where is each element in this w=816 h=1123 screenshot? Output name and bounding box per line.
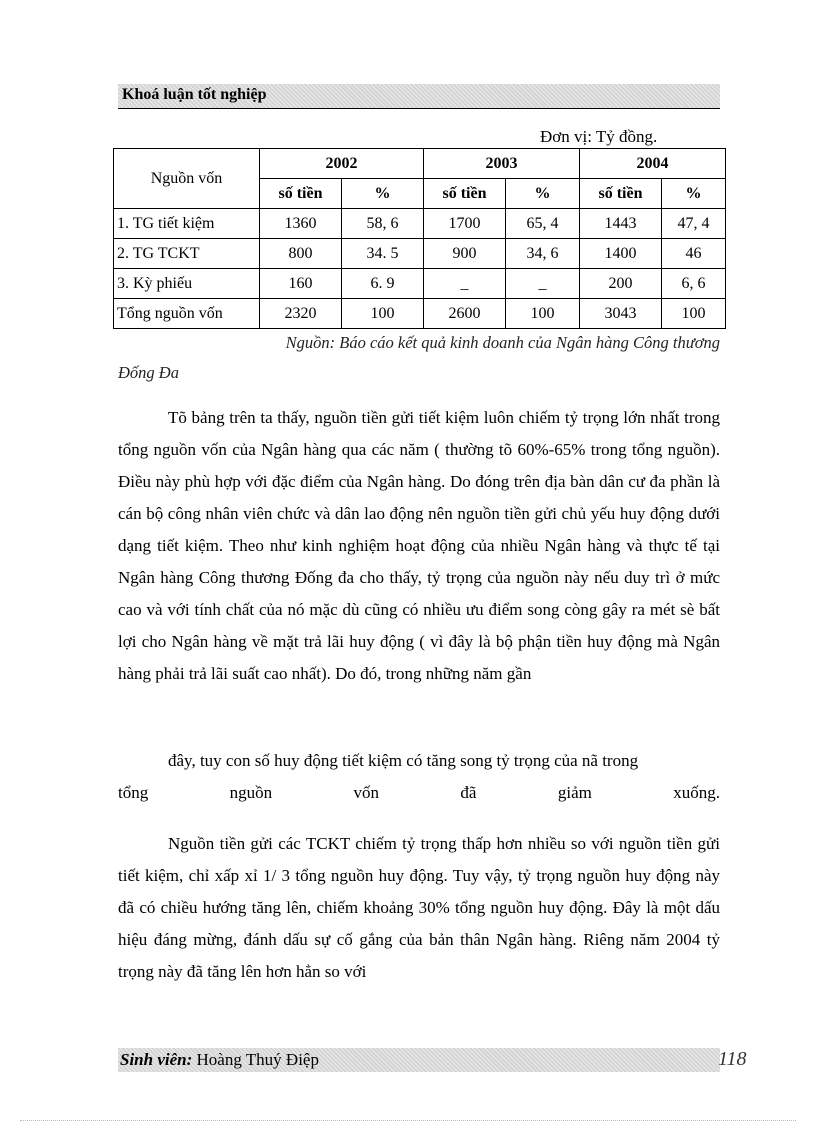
- year-header: 2002: [260, 149, 424, 179]
- footer-bar: [118, 1048, 720, 1072]
- table-year-row: [114, 149, 726, 179]
- table-cell: 100: [662, 299, 726, 329]
- page-edge-divider: [20, 1120, 796, 1121]
- year-header: 2003: [424, 149, 580, 179]
- paragraph-2-line2: [118, 777, 720, 809]
- table-row: [114, 209, 726, 239]
- student-name: Hoàng Thuý Điệp: [196, 1050, 319, 1069]
- word: đã: [460, 783, 477, 802]
- table-cell: 1360: [260, 209, 342, 239]
- paragraph-2: [118, 745, 720, 809]
- student-label: Sinh viên:: [120, 1050, 193, 1069]
- word: vốn: [353, 783, 380, 802]
- table-cell: 46: [662, 239, 726, 269]
- paragraph-3: Nguồn tiền gửi các TCKT chiếm tỷ trọng thấp hơn nhiều so với nguồn tiền gửi tiết kiệm, chỉ xấp xỉ 1/ 3 tổng nguồn huy động. Tuy vậy, tỷ trọng nguồn huy động này đã có chiều hướng tăng lên, chiếm khoảng 30% tổng nguồn huy động. Đây là một dấu hiệu đáng mừng, đánh dấu sự cố gắng của bản thân Ngân hàng. Riêng năm 2004 tỷ trọng này đã tăng lên hơn hẳn so với: [118, 834, 720, 981]
- source-note-line1: Nguồn: Báo cáo kết quả kinh doanh của Ngân hàng Công thương: [285, 333, 720, 352]
- table-cell: 2600: [424, 299, 506, 329]
- paragraph-2-line1: đây, tuy con số huy động tiết kiệm có tăng song tỷ trọng của nã trong: [168, 751, 639, 770]
- table-cell: 1443: [580, 209, 662, 239]
- sub-header-amount: số tiền: [580, 179, 662, 209]
- table-cell: 58, 6: [342, 209, 424, 239]
- header-title: Khoá luận tốt nghiệp: [122, 86, 267, 103]
- source-note: [118, 328, 720, 388]
- table-cell: 200: [580, 269, 662, 299]
- word: nguồn: [229, 783, 273, 802]
- table-cell: 34. 5: [342, 239, 424, 269]
- table-row: [114, 239, 726, 269]
- table-cell: 47, 4: [662, 209, 726, 239]
- capital-source-table: [113, 148, 726, 329]
- table-cell: 1400: [580, 239, 662, 269]
- paragraph-1: Tõ bảng trên ta thấy, nguồn tiền gửi tiết kiệm luôn chiếm tỷ trọng lớn nhất trong tổng nguồn vốn của Ngân hàng qua các năm ( thường tõ 60%-65% trong tổng nguồn). Điều này phù hợp với đặc điểm của Ngân hàng. Do đóng trên địa bàn dân cư đa phần là cán bộ công nhân viên chức và dân lao động nên nguồn tiền gửi chủ yếu huy động dưới dạng tiết kiệm. Theo như kinh nghiệm hoạt động của nhiều Ngân hàng và thực tế tại Ngân hàng Công thương Đống đa cho thấy, tỷ trọng của nguồn này nếu duy trì ở mức cao và với tính chất của nó mặc dù cũng có nhiều ưu điểm song còng gây ra mét sè bất lợi cho Ngân hàng về mặt trả lãi huy động ( vì đây là bộ phận tiền huy động mà Ngân hàng phải trả lãi suất cao nhất). Do đó, trong những năm gần: [118, 408, 720, 683]
- table-cell: 3043: [580, 299, 662, 329]
- word: giảm: [557, 783, 592, 802]
- sub-header-percent: %: [662, 179, 726, 209]
- table-cell: 100: [506, 299, 580, 329]
- table-row-total: [114, 299, 726, 329]
- table-cell: _: [506, 269, 580, 299]
- table-cell: 2320: [260, 299, 342, 329]
- table-cell: 34, 6: [506, 239, 580, 269]
- table-cell: 6, 6: [662, 269, 726, 299]
- row-label: Tổng nguồn vốn: [114, 299, 260, 329]
- sub-header-amount: số tiền: [424, 179, 506, 209]
- table-cell: 800: [260, 239, 342, 269]
- table-cell: 6. 9: [342, 269, 424, 299]
- student-line: [120, 1050, 319, 1070]
- sub-header-percent: %: [506, 179, 580, 209]
- table-cell: 160: [260, 269, 342, 299]
- table-row: [114, 269, 726, 299]
- source-note-line2: Đống Đa: [118, 363, 179, 382]
- row-label: 2. TG TCKT: [114, 239, 260, 269]
- word: tổng: [118, 783, 149, 802]
- row-label: 1. TG tiết kiệm: [114, 209, 260, 239]
- sub-header-amount: số tiền: [260, 179, 342, 209]
- header-bar: [118, 84, 720, 109]
- unit-label: Đơn vị: Tỷ đồng.: [540, 127, 658, 146]
- sub-header-percent: %: [342, 179, 424, 209]
- word: xuống.: [673, 783, 720, 802]
- table-cell: 65, 4: [506, 209, 580, 239]
- table-cell: _: [424, 269, 506, 299]
- row-label: 3. Kỳ phiếu: [114, 269, 260, 299]
- row-header-cell: Nguồn vốn: [114, 149, 260, 209]
- page-number: 118: [718, 1048, 747, 1070]
- table-cell: 1700: [424, 209, 506, 239]
- table-cell: 100: [342, 299, 424, 329]
- table-cell: 900: [424, 239, 506, 269]
- year-header: 2004: [580, 149, 726, 179]
